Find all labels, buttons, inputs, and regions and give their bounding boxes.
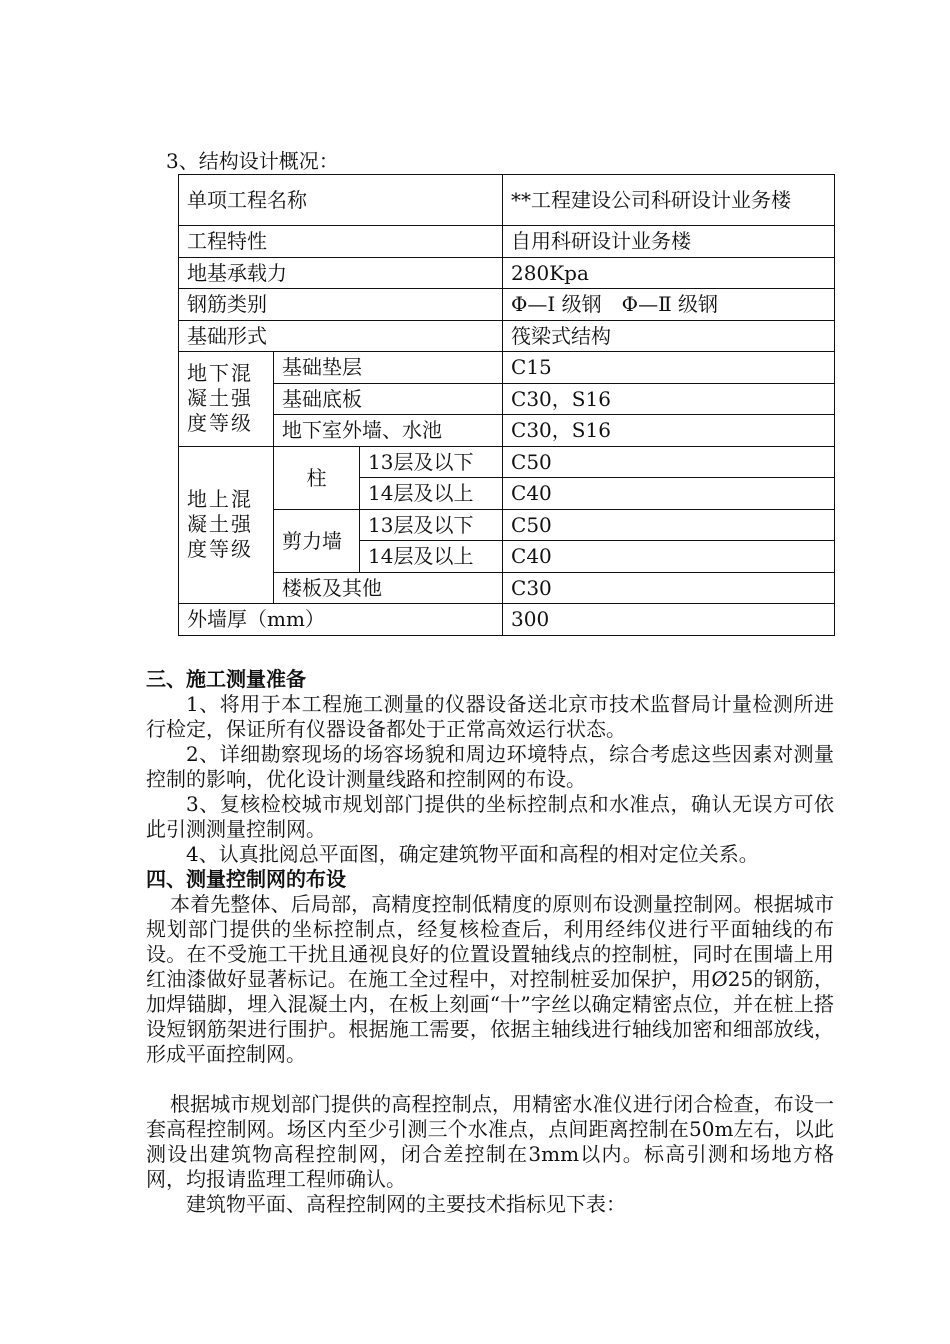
sec4-paragraph-3: 建筑物平面、高程控制网的主要技术指标见下表： (186, 1192, 626, 1216)
row-label: 工程特性 (179, 226, 503, 258)
row-label: 外墙厚（mm） (179, 604, 503, 636)
column-label: 柱 (274, 446, 360, 509)
row-value: 自用科研设计业务楼 (503, 226, 835, 258)
section-4-title: 四、测量控制网的布设 (146, 867, 346, 891)
table-row (179, 604, 835, 636)
aboveground-group-label: 地上混凝土强度等级 (179, 446, 274, 604)
row-value: C30，S16 (503, 383, 835, 415)
sec4-paragraph-2: 根据城市规划部门提供的高程控制点，用精密水准仪进行闭合检查，布设一套高程控制网。场区内至少引测三个水准点，点间距离控制在50m左右，以此测设出建筑物高程控制网，闭合差控制在3mm以内。标高引测和场地方格网，均报请监理工程师确认。 (146, 1092, 834, 1191)
row-value: **工程建设公司科研设计业务楼 (503, 175, 835, 226)
row-value: C15 (503, 352, 835, 384)
row-value: C40 (503, 541, 835, 573)
row-label: 13层及以下 (360, 446, 503, 478)
row-value: 280Kpa (503, 257, 835, 289)
section-3-title: 三、施工测量准备 (146, 667, 306, 691)
sec4-paragraph-1: 本着先整体、后局部，高精度控制低精度的原则布设测量控制网。根据城市规划部门提供的坐标控制点，经复核检查后，利用经纬仪进行平面轴线的布设。在不受施工干扰且通视良好的位置设置轴线点的控制桩，同时在围墙上用红油漆做好显著标记。在施工全过程中，对控制桩妥加保护，用Ø25的钢筋，加焊锚脚，埋入混凝土内，在板上刻画“十”字丝以确定精密点位，并在桩上搭设短钢筋架进行围护。根据施工需要，依据主轴线进行轴线加密和细部放线，形成平面控制网。 (146, 892, 834, 1066)
table-row (179, 415, 835, 447)
row-label: 单项工程名称 (179, 175, 503, 226)
table-row (179, 572, 835, 604)
underground-group-label: 地下混凝土强度等级 (179, 352, 274, 447)
row-label: 楼板及其他 (274, 572, 503, 604)
sec3-paragraph-2: 2、详细勘察现场的场容场貌和周边环境特点，综合考虑这些因素对测量控制的影响，优化设计测量线路和控制网的布设。 (146, 742, 834, 791)
row-label: 钢筋类别 (179, 289, 503, 321)
sec3-paragraph-1: 1、将用于本工程施工测量的仪器设备送北京市技术监督局计量检测所进行检定，保证所有仪器设备都处于正常高效运行状态。 (146, 692, 834, 741)
shear-wall-label: 剪力墙 (274, 509, 360, 572)
row-value: C50 (503, 509, 835, 541)
table-row (179, 352, 835, 384)
row-label: 地基承载力 (179, 257, 503, 289)
table-row (179, 446, 835, 478)
table-row (179, 175, 835, 226)
structure-design-table (178, 174, 835, 636)
table-row (179, 257, 835, 289)
table-row (179, 320, 835, 352)
row-value: C30 (503, 572, 835, 604)
table-row (179, 226, 835, 258)
section-3-subheading: 3、结构设计概况： (166, 149, 339, 173)
sec3-paragraph-3: 3、复核检校城市规划部门提供的坐标控制点和水准点，确认无误方可依此引测测量控制网。 (146, 792, 834, 841)
row-label: 14层及以上 (360, 478, 503, 510)
row-label: 13层及以下 (360, 509, 503, 541)
row-label: 地下室外墙、水池 (274, 415, 503, 447)
table-row (179, 383, 835, 415)
sec3-paragraph-4: 4、认真批阅总平面图，确定建筑物平面和高程的相对定位关系。 (186, 842, 759, 866)
row-value: C30，S16 (503, 415, 835, 447)
row-label: 基础垫层 (274, 352, 503, 384)
row-label: 基础形式 (179, 320, 503, 352)
row-value: C40 (503, 478, 835, 510)
row-label: 基础底板 (274, 383, 503, 415)
row-value: 300 (503, 604, 835, 636)
row-value: Φ—Ⅰ 级钢 Φ—Ⅱ 级钢 (503, 289, 835, 321)
table-row (179, 289, 835, 321)
row-label: 14层及以上 (360, 541, 503, 573)
table-row (179, 509, 835, 541)
row-value: 筏梁式结构 (503, 320, 835, 352)
row-value: C50 (503, 446, 835, 478)
